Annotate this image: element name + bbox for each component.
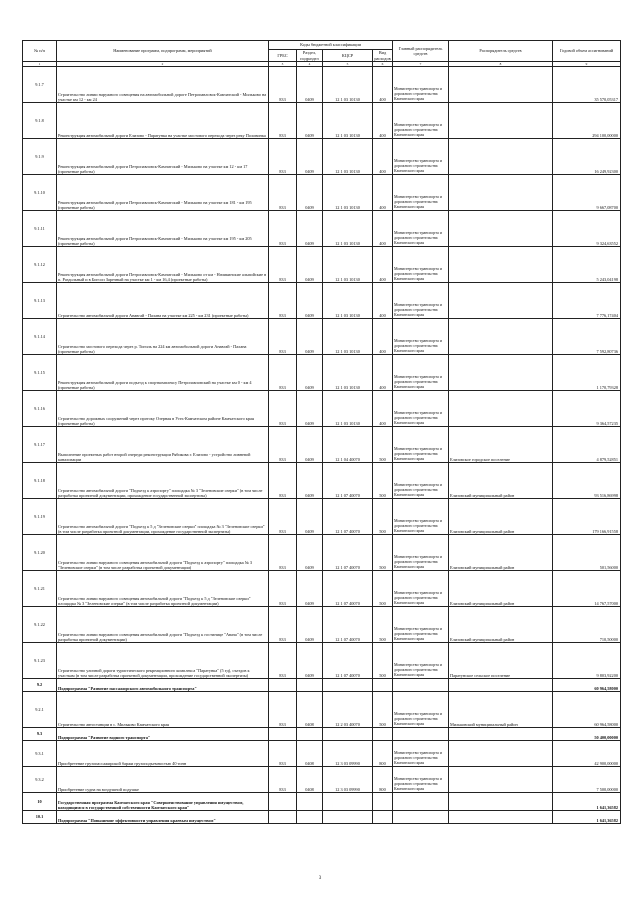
row-name: Реконструкция автомобильной дороги подъезд к спорткомплексу Петропавловский на участке км 0 - км 4 (проектные работы): [57, 355, 269, 391]
row-name: Строительство линии наружного освещения автомобильной дороги "Подъезд к гостинице "Авача" (в том числе разработка проектной документации): [57, 607, 269, 643]
row-rzpr: 0408: [297, 741, 323, 767]
row-name: Строительство автомобильной дороги "Подъезд к аэропорту" площадка № 3 "Зеленовские озерки" (в том числе разработка проектной документации, прохождение государственной экспертизы): [57, 463, 269, 499]
row-ksr: 12 1 03 10130: [323, 175, 373, 211]
row-recipient: [449, 67, 553, 103]
row-admin: [393, 728, 449, 741]
row-admin: Министерство транспорта и дорожного строительства Камчатского края: [393, 692, 449, 728]
row-admin: Министерство транспорта и дорожного строительства Камчатского края: [393, 103, 449, 139]
header-num: № п/п: [23, 41, 57, 62]
row-amount: 9 803,92200: [553, 643, 621, 679]
row-rzpr: 0408: [297, 767, 323, 793]
budget-table: [22, 40, 621, 824]
row-number: 9.1.21: [23, 571, 57, 607]
row-name: Реконструкция автомобильной дороги Петропавловск-Камчатский - Мильково на участке км 12 - км 17 (проектные работы): [57, 139, 269, 175]
table-row: [23, 571, 621, 607]
row-number: 9.1.7: [23, 67, 57, 103]
row-grbs: 833: [269, 427, 297, 463]
row-grbs: 833: [269, 103, 297, 139]
index-cell: 9: [553, 62, 621, 67]
index-cell: 7: [393, 62, 449, 67]
row-number: 9.1.22: [23, 607, 57, 643]
row-number: 9.1.16: [23, 391, 57, 427]
row-ksr: 12 1 07 40070: [323, 499, 373, 535]
subprogram-row: [23, 811, 621, 824]
row-number: 9.1.8: [23, 103, 57, 139]
row-recipient: [449, 319, 553, 355]
row-grbs: 833: [269, 767, 297, 793]
row-grbs: 833: [269, 463, 297, 499]
row-recipient: [449, 679, 553, 692]
row-rzpr: 0409: [297, 355, 323, 391]
row-grbs: [269, 728, 297, 741]
table-row: [23, 139, 621, 175]
row-ksr: 12 3 03 09990: [323, 767, 373, 793]
row-number: 9.3.1: [23, 741, 57, 767]
row-amount: 35 570,05317: [553, 67, 621, 103]
row-admin: Министерство транспорта и дорожного строительства Камчатского края: [393, 355, 449, 391]
row-vr: 400: [373, 319, 393, 355]
row-ksr: 12 1 03 10130: [323, 67, 373, 103]
row-vr: [373, 811, 393, 824]
row-recipient: [449, 728, 553, 741]
subprogram-row: [23, 728, 621, 741]
row-vr: 400: [373, 139, 393, 175]
row-rzpr: [297, 811, 323, 824]
row-name: Реконструкция автомобильной дороги Петропавловск-Камчатский - Мильково на участке км 181 - км 195 (проектные работы): [57, 175, 269, 211]
row-name: Приобретение грузопассажирской баржи грузоподъемностью 40 тонн: [57, 741, 269, 767]
row-admin: Министерство транспорта и дорожного строительства Камчатского края: [393, 211, 449, 247]
row-rzpr: [297, 728, 323, 741]
row-recipient: Елизовский муниципальный район: [449, 571, 553, 607]
row-grbs: 833: [269, 607, 297, 643]
row-grbs: 833: [269, 247, 297, 283]
row-number: 9.1.11: [23, 211, 57, 247]
row-ksr: 12 3 03 09990: [323, 741, 373, 767]
row-rzpr: 0409: [297, 463, 323, 499]
index-cell: 1: [23, 62, 57, 67]
header-vr: Вид расходов: [374, 50, 391, 61]
row-name: Реконструкция автомобильной дороги Елизово - Паратунка на участке мостового перехода через реку Половинка: [57, 103, 269, 139]
row-admin: Министерство транспорта и дорожного строительства Камчатского края: [393, 175, 449, 211]
row-name: Подпрограмма "Повышение эффективности управления краевым имуществом": [57, 811, 269, 824]
row-grbs: 833: [269, 692, 297, 728]
table-row: [23, 355, 621, 391]
row-rzpr: 0409: [297, 391, 323, 427]
row-ksr: 12 1 07 40070: [323, 535, 373, 571]
row-rzpr: 0409: [297, 283, 323, 319]
header-admin: Главный распорядитель средств: [393, 41, 449, 62]
row-rzpr: 0409: [297, 571, 323, 607]
row-vr: 400: [373, 103, 393, 139]
row-name: Реконструкция автомобильной дороги Петропавловск-Камчатский - Мильково на участке км 195 - км 205 (проектные работы): [57, 211, 269, 247]
row-number: 9.1.18: [23, 463, 57, 499]
header-recipient: Распорядитель средств: [449, 41, 553, 62]
table-row: [23, 741, 621, 767]
row-number: 9.2: [23, 679, 57, 692]
row-admin: Министерство транспорта и дорожного строительства Камчатского края: [393, 319, 449, 355]
row-recipient: [449, 741, 553, 767]
row-amount: 294 100,00000: [553, 103, 621, 139]
row-recipient: [449, 793, 553, 811]
header-codes-group: Коды бюджетной классификации: [269, 41, 393, 50]
row-ksr: 12 1 04 40070: [323, 427, 373, 463]
row-admin: Министерство транспорта и дорожного строительства Камчатского края: [393, 767, 449, 793]
row-recipient: [449, 283, 553, 319]
row-grbs: 833: [269, 211, 297, 247]
row-recipient: Паратунское сельское поселение: [449, 643, 553, 679]
table-row: [23, 391, 621, 427]
row-admin: Министерство транспорта и дорожного строительства Камчатского края: [393, 499, 449, 535]
index-cell: 5: [323, 62, 373, 67]
table-row: [23, 247, 621, 283]
row-vr: 500: [373, 643, 393, 679]
table-row: [23, 211, 621, 247]
row-vr: [373, 793, 393, 811]
row-rzpr: 0409: [297, 535, 323, 571]
row-recipient: [449, 767, 553, 793]
row-vr: 500: [373, 607, 393, 643]
row-amount: 9 667,08700: [553, 175, 621, 211]
row-admin: Министерство транспорта и дорожного строительства Камчатского края: [393, 463, 449, 499]
row-admin: Министерство транспорта и дорожного строительства Камчатского края: [393, 139, 449, 175]
index-cell: 2: [57, 62, 269, 67]
row-ksr: [323, 793, 373, 811]
row-vr: [373, 679, 393, 692]
table-row: [23, 643, 621, 679]
row-amount: 60 964,58000: [553, 692, 621, 728]
row-rzpr: 0409: [297, 103, 323, 139]
row-vr: 500: [373, 535, 393, 571]
row-amount: 710,50000: [553, 607, 621, 643]
row-vr: 500: [373, 692, 393, 728]
row-name: Строительство автомобильной дороги Анавгай - Палана на участке км 225 - км 231 (проектные работы): [57, 283, 269, 319]
row-recipient: Елизовский муниципальный район: [449, 463, 553, 499]
row-admin: Министерство транспорта и дорожного строительства Камчатского края: [393, 283, 449, 319]
header-ksr: КЦСР: [323, 50, 373, 62]
row-vr: [373, 728, 393, 741]
row-vr: 400: [373, 247, 393, 283]
row-ksr: 12 1 03 10130: [323, 247, 373, 283]
row-ksr: 12 1 03 10130: [323, 355, 373, 391]
row-admin: Министерство транспорта и дорожного строительства Камчатского края: [393, 535, 449, 571]
row-number: 9.1.9: [23, 139, 57, 175]
row-amount: 4 879,52851: [553, 427, 621, 463]
row-vr: 500: [373, 427, 393, 463]
row-vr: 500: [373, 499, 393, 535]
program-row: [23, 793, 621, 811]
row-ksr: 12 1 07 40070: [323, 463, 373, 499]
row-number: 9.1.10: [23, 175, 57, 211]
row-name: Строительство дорожных сооружений через протоку Озерная в Усть-Камчатском районе Камчатского края (проектные работы): [57, 391, 269, 427]
row-name: Строительство автостанции в с. Мильково Камчатского края: [57, 692, 269, 728]
row-amount: 179 166,91558: [553, 499, 621, 535]
row-vr: 800: [373, 741, 393, 767]
row-recipient: Елизовский муниципальный район: [449, 499, 553, 535]
row-number: 9.1.13: [23, 283, 57, 319]
index-cell: 3: [269, 62, 297, 67]
row-rzpr: 0409: [297, 175, 323, 211]
index-cell: 8: [449, 62, 553, 67]
row-amount: 7 592,80736: [553, 319, 621, 355]
row-number: 9.1.20: [23, 535, 57, 571]
table-row: [23, 319, 621, 355]
row-recipient: [449, 811, 553, 824]
row-name: Подпрограмма "Развитие пассажирского автомобильного транспорта": [57, 679, 269, 692]
row-number: 9.1.12: [23, 247, 57, 283]
row-ksr: 12 1 03 10130: [323, 391, 373, 427]
row-admin: Министерство транспорта и дорожного строительства Камчатского края: [393, 643, 449, 679]
header-grbs: ГРБС: [269, 50, 297, 62]
row-admin: [393, 679, 449, 692]
row-name: Государственная программа Камчатского края "Совершенствование управления имуществом, находящимся в государственной собственности Камчатского края": [57, 793, 269, 811]
row-admin: Министерство транспорта и дорожного строительства Камчатского края: [393, 427, 449, 463]
page-number: 3: [318, 876, 322, 881]
row-ksr: 12 1 03 10130: [323, 319, 373, 355]
table-row: [23, 692, 621, 728]
row-amount: 9 324,63552: [553, 211, 621, 247]
table-row: [23, 767, 621, 793]
row-recipient: Елизовский муниципальный район: [449, 607, 553, 643]
row-grbs: 833: [269, 643, 297, 679]
row-vr: 400: [373, 67, 393, 103]
row-vr: 400: [373, 211, 393, 247]
row-amount: 93 516,86998: [553, 463, 621, 499]
row-amount: 42 900,00000: [553, 741, 621, 767]
row-ksr: 12 1 07 40070: [323, 571, 373, 607]
row-recipient: Елизовское городское поселение: [449, 427, 553, 463]
header-amount: Годовой объем ассигнований: [553, 41, 621, 62]
row-rzpr: 0409: [297, 247, 323, 283]
row-grbs: 833: [269, 499, 297, 535]
table-header: [23, 41, 621, 67]
row-rzpr: 0409: [297, 319, 323, 355]
row-admin: [393, 811, 449, 824]
row-recipient: [449, 175, 553, 211]
row-name: Строительство линии наружного освещения автомобильной дороги "Подъезд к 5 д "Зеленовские озерки" площадка № 3 "Зеленовские озерки" (в том числе разработка проектной документации): [57, 571, 269, 607]
row-grbs: 833: [269, 139, 297, 175]
row-grbs: 833: [269, 283, 297, 319]
row-rzpr: [297, 679, 323, 692]
row-ksr: 12 1 03 10130: [323, 283, 373, 319]
row-grbs: 833: [269, 175, 297, 211]
header-rzpr: Раздел, подраздел: [297, 50, 323, 62]
table-row: [23, 607, 621, 643]
row-rzpr: 0409: [297, 67, 323, 103]
row-amount: 5 243,04198: [553, 247, 621, 283]
row-grbs: 833: [269, 67, 297, 103]
row-amount: 60 964,58000: [553, 679, 621, 692]
row-recipient: Елизовский муниципальный район: [449, 535, 553, 571]
row-rzpr: 0409: [297, 499, 323, 535]
row-number: 9.3: [23, 728, 57, 741]
row-ksr: 12 1 03 10130: [323, 103, 373, 139]
index-cell: 4: [297, 62, 323, 67]
row-vr: 400: [373, 355, 393, 391]
row-recipient: [449, 103, 553, 139]
row-number: 10: [23, 793, 57, 811]
row-amount: 50 400,00000: [553, 728, 621, 741]
row-grbs: 833: [269, 319, 297, 355]
row-rzpr: 0409: [297, 211, 323, 247]
row-amount: 16 249,92300: [553, 139, 621, 175]
row-name: Строительство линии наружного освещения на автомобильной дороге Петропавловск-Камчатский - Мильково на участке км 12 - км 24: [57, 67, 269, 103]
row-rzpr: 0409: [297, 607, 323, 643]
row-grbs: [269, 811, 297, 824]
row-rzpr: 0409: [297, 643, 323, 679]
row-rzpr: 0408: [297, 692, 323, 728]
table-body: [23, 67, 621, 824]
row-admin: Министерство транспорта и дорожного строительства Камчатского края: [393, 67, 449, 103]
row-number: 9.1.14: [23, 319, 57, 355]
row-recipient: [449, 355, 553, 391]
row-number: 9.1.19: [23, 499, 57, 535]
row-recipient: [449, 139, 553, 175]
row-grbs: 833: [269, 741, 297, 767]
row-ksr: [323, 728, 373, 741]
row-vr: 400: [373, 175, 393, 211]
row-grbs: 833: [269, 571, 297, 607]
row-amount: 1 170,79328: [553, 355, 621, 391]
table-row: [23, 463, 621, 499]
row-amount: 9 364,57235: [553, 391, 621, 427]
row-grbs: [269, 793, 297, 811]
row-vr: 800: [373, 767, 393, 793]
row-ksr: 12 1 03 10130: [323, 211, 373, 247]
row-number: 9.1.15: [23, 355, 57, 391]
row-amount: 1 641,36582: [553, 793, 621, 811]
table-row: [23, 103, 621, 139]
row-rzpr: [297, 793, 323, 811]
row-vr: 500: [373, 571, 393, 607]
row-grbs: [269, 679, 297, 692]
row-admin: Министерство транспорта и дорожного строительства Камчатского края: [393, 741, 449, 767]
row-ksr: [323, 679, 373, 692]
table-row: [23, 283, 621, 319]
row-name: Строительство автомобильной дороги "Подъезд к 5 д "Зеленовские озерки" площадка № 3 "Зеленовские озерки" (в том числе разработка проектной документации, прохождение государственной экспертизы): [57, 499, 269, 535]
row-number: 9.1.17: [23, 427, 57, 463]
row-number: 9.2.1: [23, 692, 57, 728]
table-row: [23, 535, 621, 571]
row-name: Строительство линии наружного освещения автомобильной дороги "Подъезд к аэропорту" площадка № 3 "Зеленовские озерки" (в том числе разработка проектной документации): [57, 535, 269, 571]
row-ksr: 12 2 03 40070: [323, 692, 373, 728]
index-cell: 6: [373, 62, 393, 67]
row-amount: 7 776,17404: [553, 283, 621, 319]
row-admin: Министерство транспорта и дорожного строительства Камчатского края: [393, 607, 449, 643]
row-vr: 400: [373, 391, 393, 427]
row-ksr: 12 1 03 10130: [323, 139, 373, 175]
table-row: [23, 67, 621, 103]
row-amount: 1 641,36582: [553, 811, 621, 824]
row-number: 9.1.23: [23, 643, 57, 679]
row-amount: 501,56000: [553, 535, 621, 571]
row-vr: 500: [373, 463, 393, 499]
row-grbs: 833: [269, 355, 297, 391]
row-ksr: 12 1 07 40070: [323, 643, 373, 679]
row-recipient: [449, 247, 553, 283]
row-ksr: [323, 811, 373, 824]
table-row: [23, 499, 621, 535]
row-name: Приобретение судна на воздушной подушке: [57, 767, 269, 793]
row-admin: [393, 793, 449, 811]
row-name: Реконструкция автомобильной дороги Петропавловск-Камчатский - Мильково от км - Начикинские альпийские в п. Раздольный и в Бигсоп Заречный на участке км 1 - км 16,4 (проектные работы): [57, 247, 269, 283]
row-name: Строительство уличной дороги туристического рекреационного комплекса "Паратунка" (5 ед), съездов к участкам (в том числе разработка проектной документации, прохождение государственной экспертизы): [57, 643, 269, 679]
table-row: [23, 427, 621, 463]
row-recipient: [449, 211, 553, 247]
row-ksr: 12 1 07 40070: [323, 607, 373, 643]
row-name: Строительство мостового перехода через р. Тигиль на 224 км автомобильной дороги Анавгай - Палана (проектные работы): [57, 319, 269, 355]
row-name: Подпрограмма "Развитие водного транспорта": [57, 728, 269, 741]
row-number: 9.3.2: [23, 767, 57, 793]
row-number: 10.1: [23, 811, 57, 824]
row-rzpr: 0409: [297, 139, 323, 175]
row-admin: Министерство транспорта и дорожного строительства Камчатского края: [393, 571, 449, 607]
row-recipient: [449, 391, 553, 427]
row-name: Выполнение проектных работ второй очереди реконструкции Рябикова г. Елизово - устройство ливневой канализации: [57, 427, 269, 463]
row-vr: 400: [373, 283, 393, 319]
row-recipient: Мильковский муниципальный район: [449, 692, 553, 728]
row-amount: 7 500,00000: [553, 767, 621, 793]
table-row: [23, 175, 621, 211]
row-rzpr: 0409: [297, 427, 323, 463]
header-name: Наименование программ, подпрограмм, мероприятий: [57, 41, 269, 62]
row-grbs: 833: [269, 391, 297, 427]
row-admin: Министерство транспорта и дорожного строительства Камчатского края: [393, 247, 449, 283]
row-amount: 14 767,57000: [553, 571, 621, 607]
row-admin: Министерство транспорта и дорожного строительства Камчатского края: [393, 391, 449, 427]
row-grbs: 833: [269, 535, 297, 571]
subprogram-row: [23, 679, 621, 692]
